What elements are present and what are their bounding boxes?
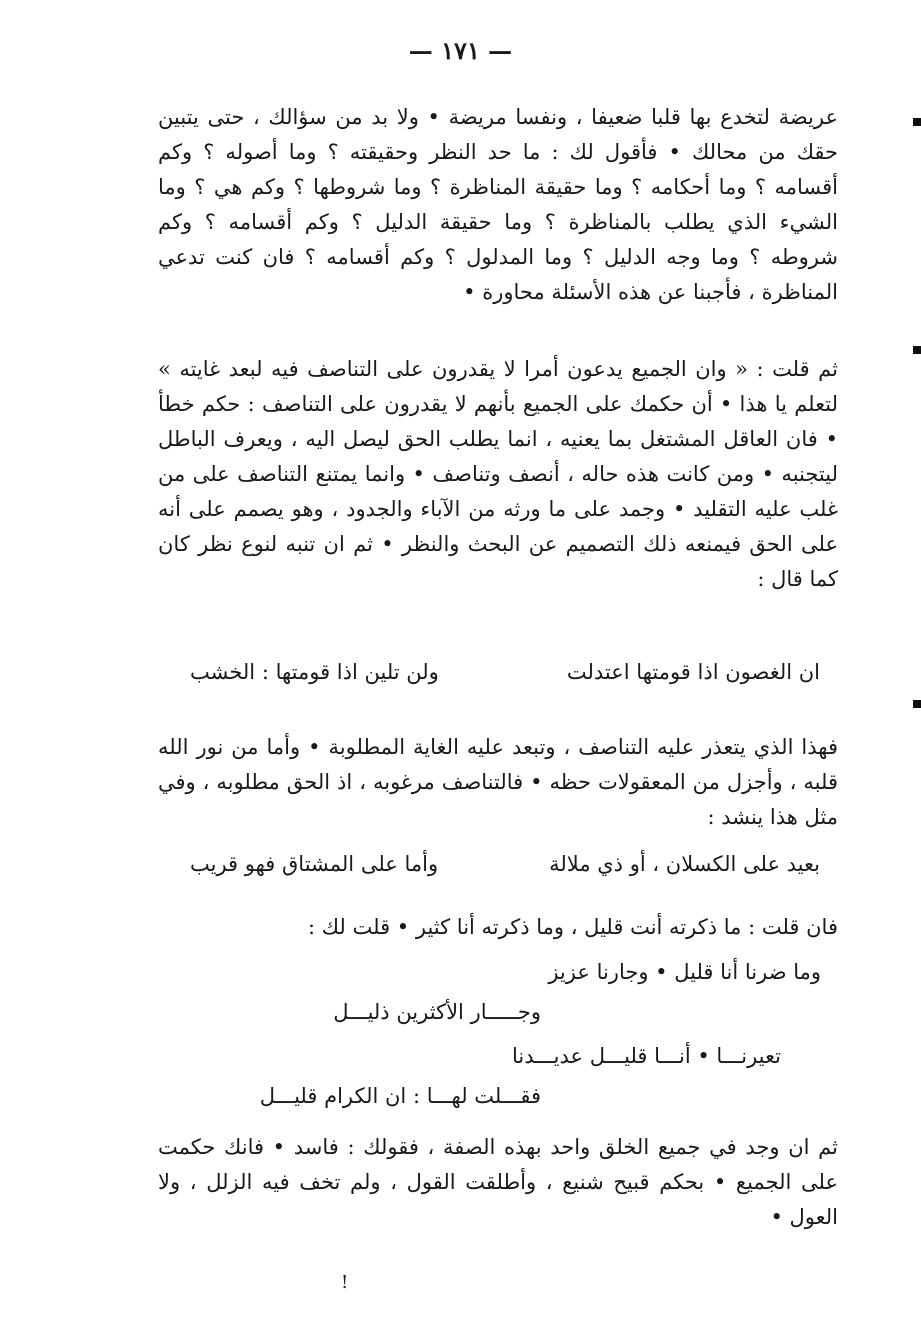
paragraph-5 [158,1130,838,1235]
paragraph-3 [158,730,838,835]
poem-line-3: تعيرنـــا • أنـــا قليـــل عديـــدنا [511,1044,781,1068]
footer-mark: ! [341,1272,349,1293]
verse-2-second-hemistich: وأما على المشتاق فهو قريب [190,852,439,876]
paragraph-4 [158,910,838,945]
margin-mark-3 [913,700,921,708]
paragraph-3-text: فهذا الذي يتعذر عليه التناصف ، وتبعد عليه الغاية المطلوبة • وأما من نور الله قلبه ، وأجزل من المعقولات حظه • فالتناصف مرغوبه ، اذ الحق مطلوبه ، وفي مثل هذا ينشد : [158,735,838,829]
paragraph-5-text: ثم ان وجد في جميع الخلق واحد بهذه الصفة ، فقولك : فاسد • فانك حكمت على الجميع • بحكم قبيح شنيع ، وأطلقت القول ، ولم تخف فيه الزلل ، ولا العول • [158,1135,838,1229]
poem-line-4: فقـــلت لهـــا : ان الكرام قليـــل [259,1084,541,1108]
verse-2 [180,852,820,888]
verse-2-first-hemistich: بعيد على الكسلان ، أو ذي ملالة [549,852,820,876]
paragraph-1-text: عريضة لتخدع بها قلبا ضعيفا ، ونفسا مريضة • ولا بد من سؤالك ، حتى يتبين حقك من محالك • فأقول لك : ما حد النظر وحقيقته ؟ وما أصوله ؟ وكم أقسامه ؟ وما أحكامه ؟ وما حقيقة المناظرة ؟ وما شروطها ؟ وكم هي ؟ وما الشيء الذي يطلب بالمناظرة ؟ وما حقيقة الدليل ؟ وكم أقسامه ؟ وكم شروطه ؟ وما وجه الدليل ؟ وما المدلول ؟ وكم أقسامه ؟ فان كنت تدعي المناظرة ، فأجبنا عن هذه الأسئلة محاورة • [158,105,838,304]
paragraph-4-text: فان قلت : ما ذكرته أنت قليل ، وما ذكرته أنا كثير • قلت لك : [307,915,838,939]
poem-line-1: وما ضرنا أنا قليل • وجارنا عزيز [548,960,821,984]
verse-1 [180,660,820,696]
verse-1-second-hemistich: ولن تلين اذا قومتها : الخشب [190,660,439,684]
page-number: — ١٧١ — [408,36,513,65]
margin-mark-1 [913,118,921,126]
verse-1-first-hemistich: ان الغصون اذا قومتها اعتدلت [566,660,820,684]
paragraph-1 [158,100,838,310]
margin-mark-2 [913,346,921,354]
paragraph-2-text: ثم قلت : « وان الجميع يدعون أمرا لا يقدرون على التناصف فيه لبعد غايته » لتعلم يا هذا • أن حكمك على الجميع بأنهم لا يقدرون على التناصف : حكم خطأ • فان العاقل المشتغل بما يعنيه ، انما يطلب الحق ليصل اليه ، ويعرف الباطل ليتجنبه • ومن كانت هذه حاله ، أنصف وتناصف • وانما يمتنع التناصف على من غلب عليه التقليد • وجمد على ما ورثه من الآباء والجدود ، وهو يصمم على أنه على الحق فيمنعه ذلك التصميم عن البحث والنظر • ثم ان تنبه لنوع نظر كان كما قال : [158,357,838,591]
poem-line-2: وجـــــار الأكثرين ذليـــل [333,1000,541,1024]
paragraph-2 [158,352,838,597]
